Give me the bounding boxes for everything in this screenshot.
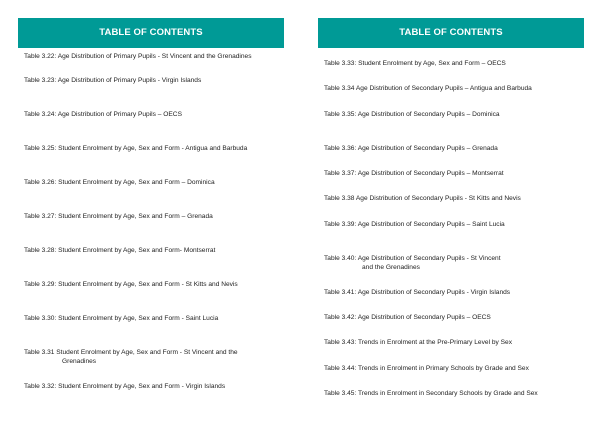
toc-entry[interactable] xyxy=(324,169,584,178)
toc-entry-title: Student Enrolment by Age, Sex and Form – OECS xyxy=(358,60,506,67)
toc-right-header: TABLE OF CONTENTS xyxy=(318,18,584,48)
toc-entry[interactable] xyxy=(24,144,284,153)
toc-entry-title: Student Enrolment by Age, Sex and Form - Antigua and Barbuda xyxy=(58,145,248,152)
toc-entry-number: Table 3.27: xyxy=(24,213,57,220)
toc-right-column xyxy=(318,18,584,397)
toc-entry[interactable] xyxy=(324,313,584,322)
toc-entry[interactable] xyxy=(324,288,584,297)
toc-entry-title: Student Enrolment by Age, Sex and Form - Virgin Islands xyxy=(58,383,226,390)
toc-entry-number: Table 3.31 xyxy=(24,349,55,356)
toc-entry-title: Student Enrolment by Age, Sex and Form- Montserrat xyxy=(58,247,216,254)
toc-entry-title: Student Enrolment by Age, Sex and Form - Saint Lucia xyxy=(58,315,219,322)
toc-entry-title: Student Enrolment by Age, Sex and Form – Grenada xyxy=(58,213,213,220)
toc-entry-number: Table 3.32: xyxy=(24,383,57,390)
toc-entry-number: Table 3.41: xyxy=(324,289,357,296)
toc-entry-number: Table 3.43: xyxy=(324,339,357,346)
toc-entry-title: Trends in Enrolment in Primary Schools by Grade and Sex xyxy=(357,365,529,372)
toc-entry[interactable] xyxy=(324,194,584,203)
toc-entry-title: Age Distribution of Secondary Pupils – Saint Lucia xyxy=(357,221,505,228)
toc-entry[interactable] xyxy=(324,364,584,373)
toc-entry-title: Trends in Enrolment at the Pre-Primary Level by Sex xyxy=(357,339,513,346)
toc-entry-title: Age Distribution of Secondary Pupils - Virgin Islands xyxy=(357,289,511,296)
toc-entry-title: Student Enrolment by Age, Sex and Form - St Kitts and Nevis xyxy=(58,281,238,288)
toc-entry-title: Age Distribution of Primary Pupils - St Vincent and the Grenadines xyxy=(57,53,252,60)
toc-entry-title: Age Distribution of Secondary Pupils – Grenada xyxy=(357,145,498,152)
toc-entry-number: Table 3.29: xyxy=(24,281,57,288)
toc-entry[interactable] xyxy=(24,314,284,323)
toc-entry[interactable] xyxy=(24,76,284,85)
toc-entry[interactable] xyxy=(24,348,284,366)
toc-entry[interactable] xyxy=(24,382,284,391)
toc-entry-title: Student Enrolment by Age, Sex and Form – Dominica xyxy=(58,179,215,186)
toc-entry-number: Table 3.38 xyxy=(324,195,355,202)
toc-entry-number: Table 3.30: xyxy=(24,315,57,322)
toc-entry[interactable] xyxy=(324,110,584,119)
toc-entry-title: Student Enrolment by Age, Sex and Form - St Vincent and the xyxy=(56,349,238,356)
toc-entry-number: Table 3.36: xyxy=(324,145,357,152)
toc-entry[interactable] xyxy=(24,110,284,119)
toc-left-column xyxy=(18,18,284,390)
toc-entry-number: Table 3.42: xyxy=(324,314,357,321)
toc-entry-title: Age Distribution of Secondary Pupils – Antigua and Barbuda xyxy=(355,85,532,92)
toc-entry-title: Age Distribution of Secondary Pupils – OECS xyxy=(357,314,491,321)
toc-entry-title: Age Distribution of Secondary Pupils – Dominica xyxy=(357,111,500,118)
toc-entry-title-continuation: and the Grenadines xyxy=(362,264,420,271)
toc-entry-number: Table 3.28: xyxy=(24,247,57,254)
toc-entry-title: Trends in Enrolment in Secondary Schools by Grade and Sex xyxy=(357,390,538,397)
toc-entry-number: Table 3.22: xyxy=(24,53,57,60)
toc-entry[interactable] xyxy=(324,84,584,93)
toc-entry-title: Age Distribution of Secondary Pupils - St Vincent xyxy=(357,255,501,262)
toc-entry-number: Table 3.44: xyxy=(324,365,357,372)
toc-entry-number: Table 3.24: xyxy=(24,111,57,118)
toc-entry-number: Table 3.45: xyxy=(324,390,357,397)
toc-entry[interactable] xyxy=(324,254,584,272)
toc-entry[interactable] xyxy=(24,52,284,61)
toc-entry-number: Table 3.26: xyxy=(24,179,57,186)
toc-entry[interactable] xyxy=(324,144,584,153)
toc-entry[interactable] xyxy=(324,220,584,229)
toc-entry-title: Age Distribution of Primary Pupils - Virgin Islands xyxy=(57,77,202,84)
toc-entry[interactable] xyxy=(24,246,284,255)
toc-entry[interactable] xyxy=(24,280,284,289)
toc-entry-number: Table 3.25: xyxy=(24,145,57,152)
toc-entry-number: Table 3.37: xyxy=(324,170,357,177)
toc-entry[interactable] xyxy=(24,212,284,221)
toc-entry-title: Age Distribution of Primary Pupils – OECS xyxy=(57,111,182,118)
toc-entry-number: Table 3.39: xyxy=(324,221,357,228)
toc-entry[interactable] xyxy=(324,389,584,398)
toc-left-header: TABLE OF CONTENTS xyxy=(18,18,284,48)
toc-entry-number: Table 3.40: xyxy=(324,255,357,262)
toc-entry[interactable] xyxy=(324,338,584,347)
toc-entry-title: Age Distribution of Secondary Pupils - St Kitts and Nevis xyxy=(355,195,521,202)
toc-entry-number: Table 3.23: xyxy=(24,77,57,84)
toc-entry-number: Table 3.35: xyxy=(324,111,357,118)
toc-entry-number: Table 3.33: xyxy=(324,60,357,67)
toc-entry[interactable] xyxy=(324,59,584,68)
toc-entry-title: Age Distribution of Secondary Pupils – Montserrat xyxy=(357,170,504,177)
toc-entry[interactable] xyxy=(24,178,284,187)
toc-entry-title-continuation: Grenadines xyxy=(62,358,97,365)
toc-entry-number: Table 3.34 xyxy=(324,85,355,92)
